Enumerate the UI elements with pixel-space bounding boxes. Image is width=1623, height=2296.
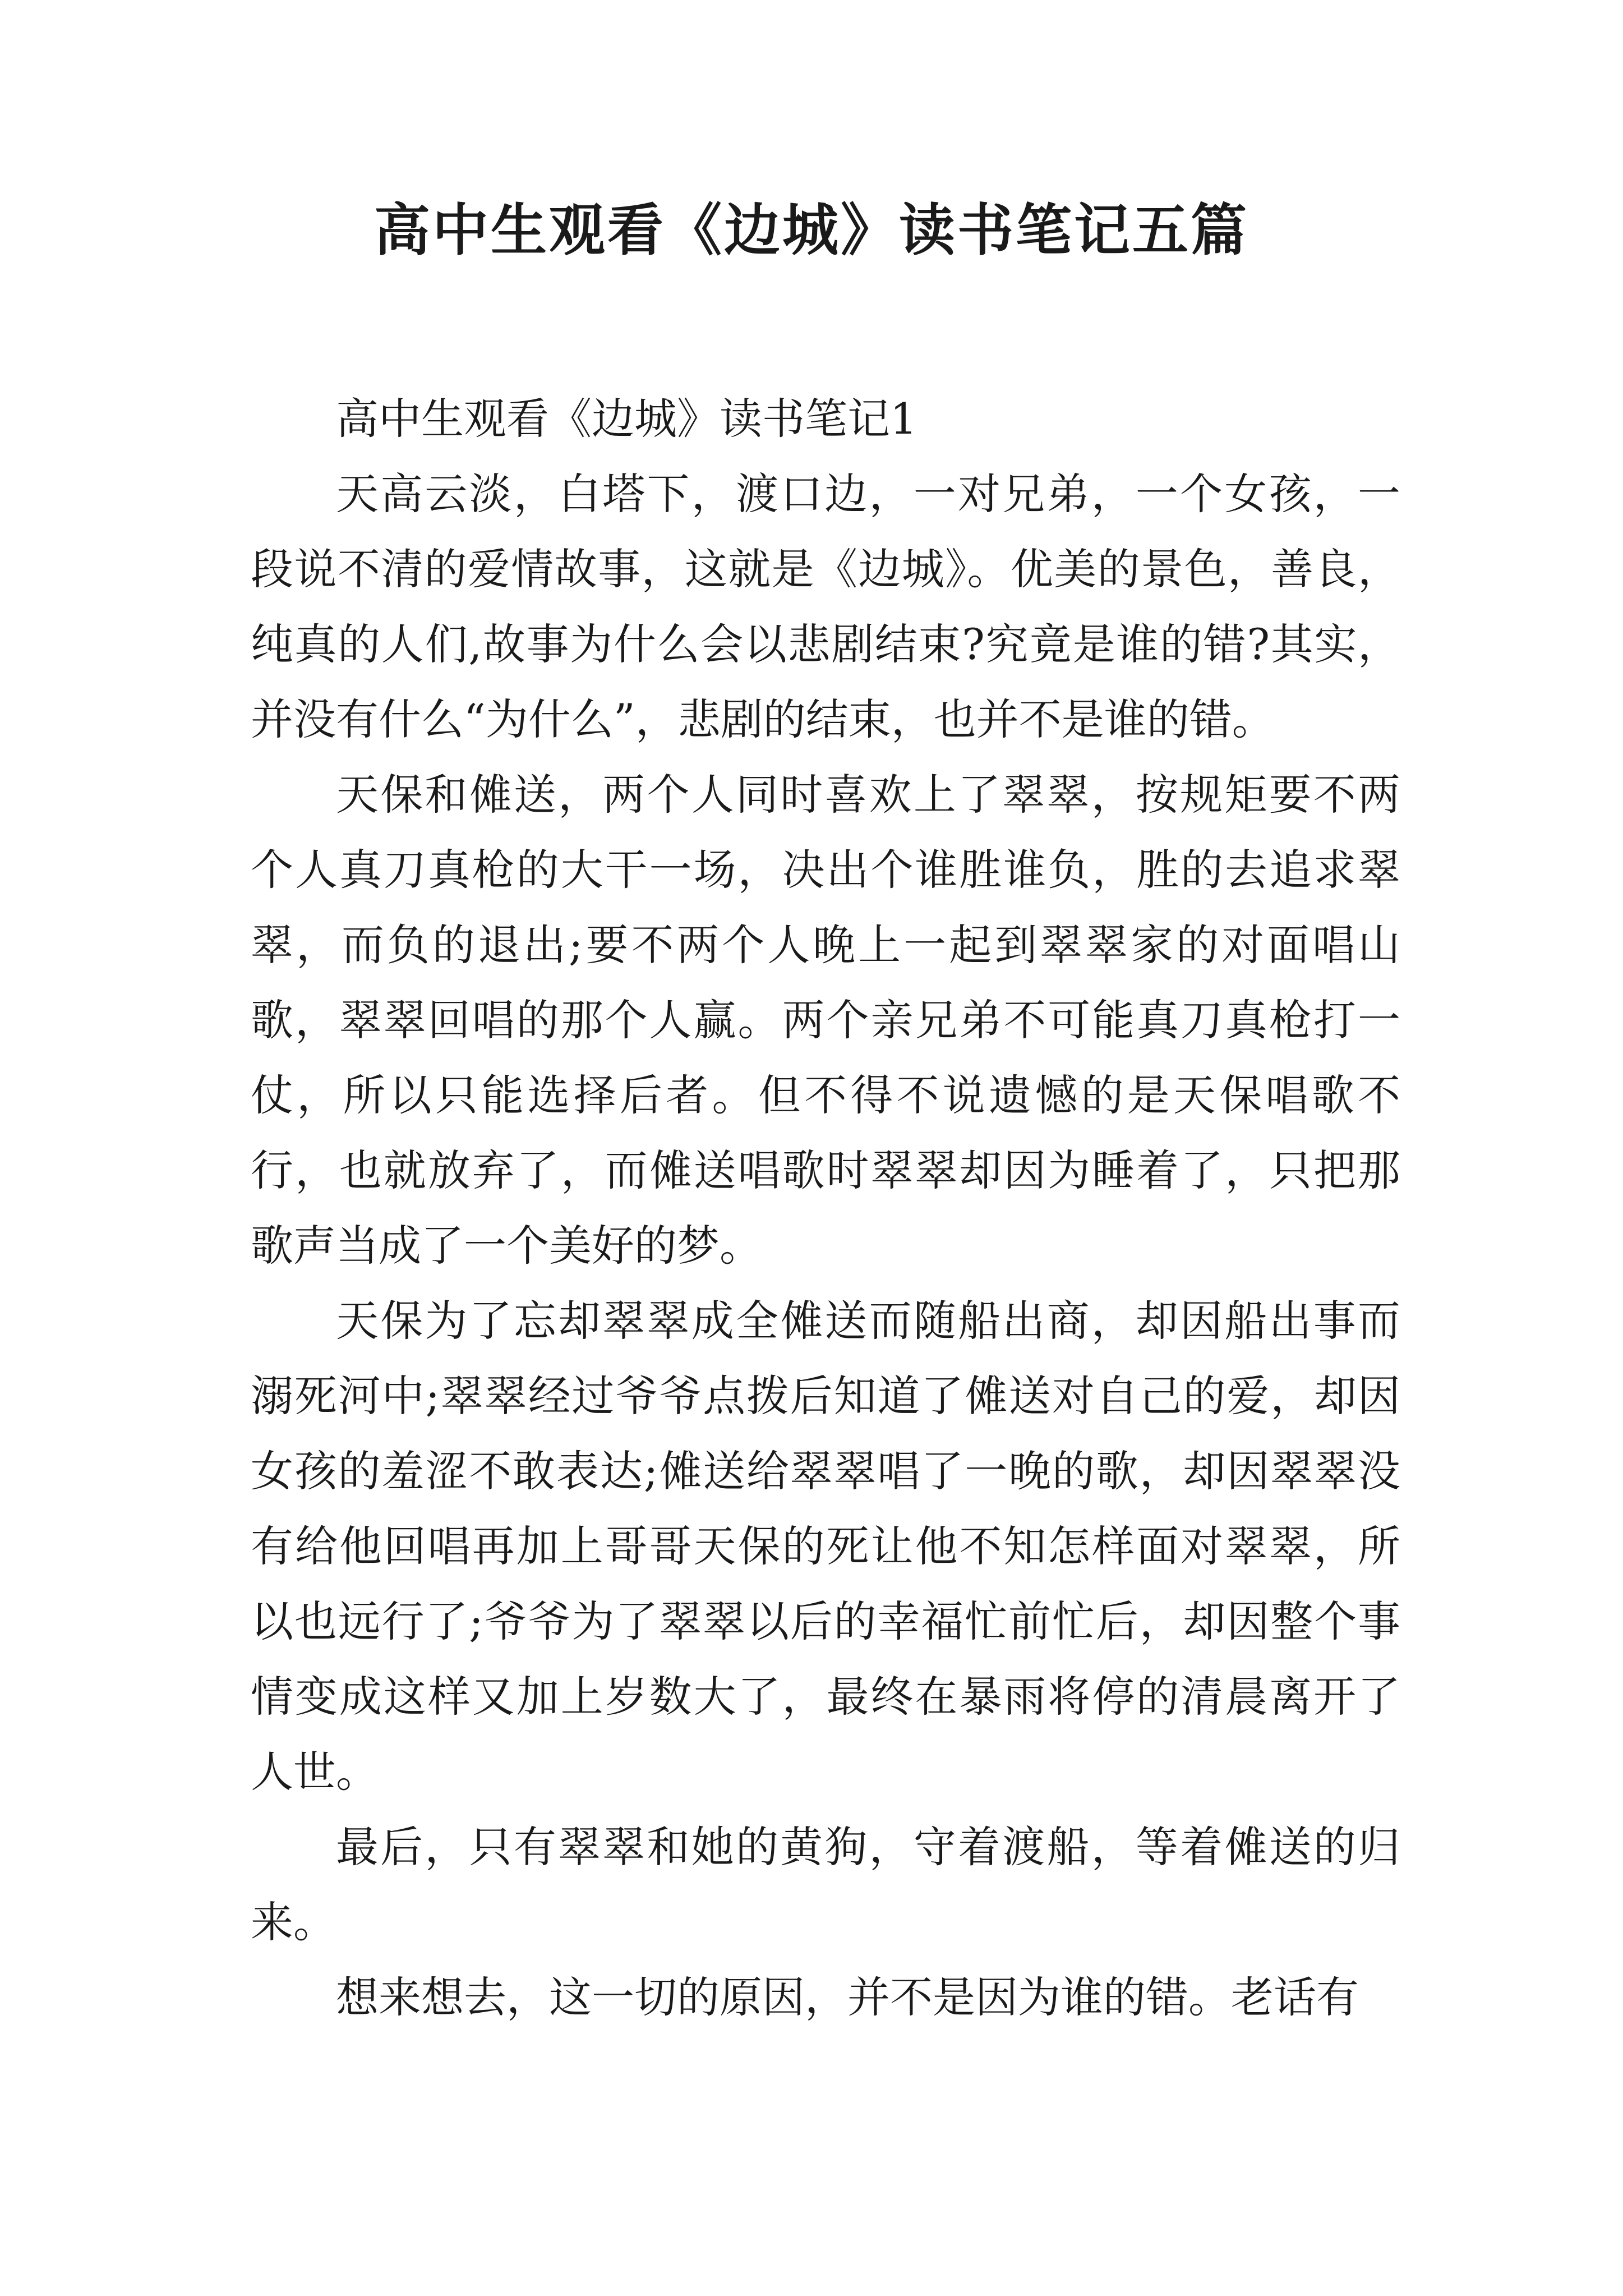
section-heading: 高中生观看《边城》读书笔记1 xyxy=(336,394,917,444)
paragraph: 想来想去，这一切的原因，并不是因为谁的错。老话有 xyxy=(336,1972,1359,2022)
document-body xyxy=(251,381,1400,2035)
paragraph: 天保为了忘却翠翠成全傩送而随船出商，却因船出事而溺死河中;翠翠经过爷爷点拨后知道了傩送对自己的爱，却因女孩的羞涩不敢表达;傩送给翠翠唱了一晚的歌，却因翠翠没有给他回唱再加上哥哥天保的死让他不知怎样面对翠翠，所以也远行了;爷爷为了翠翠以后的幸福忙前忙后，却因整个事情变成这样又加上岁数大了，最终在暴雨将停的清晨离开了人世。 xyxy=(251,1296,1400,1797)
paragraph: 天保和傩送，两个人同时喜欢上了翠翠，按规矩要不两个人真刀真枪的大干一场，决出个谁胜谁负，胜的去追求翠翠，而负的退出;要不两个人晚上一起到翠翠家的对面唱山歌，翠翠回唱的那个人赢。两个亲兄弟不可能真刀真枪打一仗，所以只能选择后者。但不得不说遗憾的是天保唱歌不行，也就放弃了，而傩送唱歌时翠翠却因为睡着了，只把那歌声当成了一个美好的梦。 xyxy=(251,770,1400,1271)
paragraph: 最后，只有翠翠和她的黄狗，守着渡船，等着傩送的归来。 xyxy=(251,1822,1400,1947)
paragraph: 天高云淡，白塔下，渡口边，一对兄弟，一个女孩，一段说不清的爱情故事，这就是《边城》。优美的景色，善良，纯真的人们,故事为什么会以悲剧结束?究竟是谁的错?其实，并没有什么“为什么”，悲剧的结束，也并不是谁的错。 xyxy=(251,469,1400,744)
document-title: 高中生观看《边城》读书笔记五篇 xyxy=(374,197,1249,263)
